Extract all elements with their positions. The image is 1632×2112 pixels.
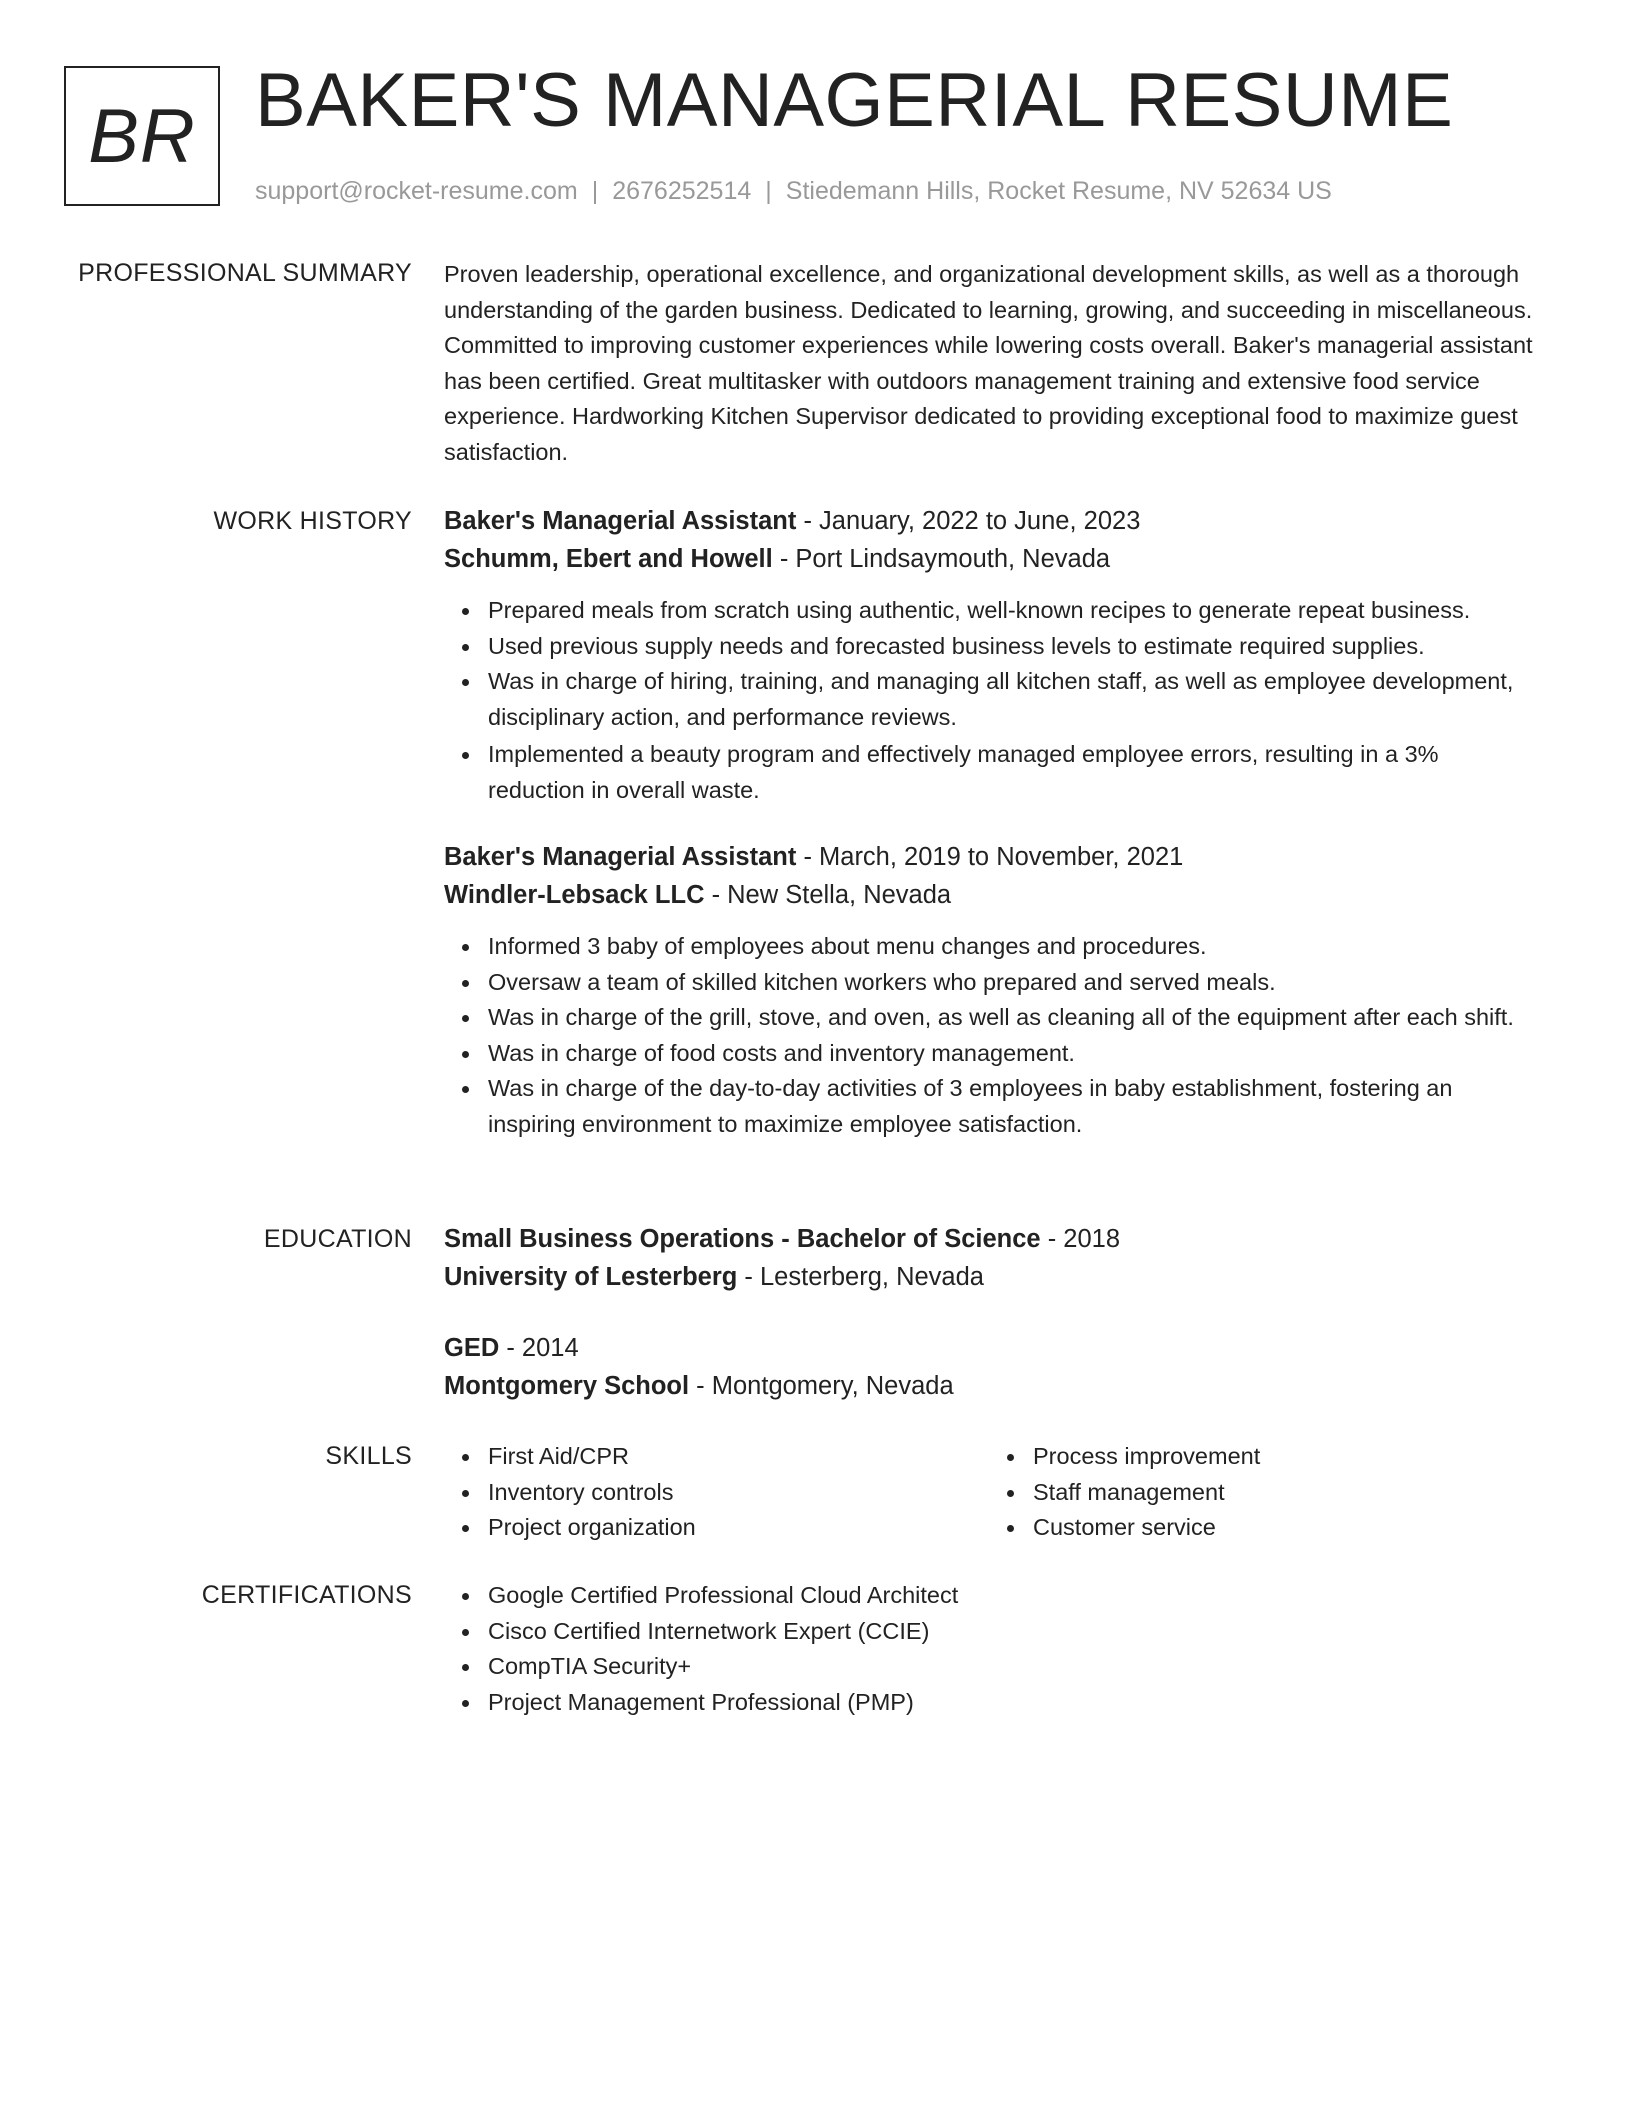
skills-column-right: [989, 1439, 1534, 1546]
monogram-initials: BR: [88, 93, 196, 179]
list-item: Cisco Certified Internetwork Expert (CCIE): [488, 1614, 1534, 1650]
list-item: Implemented a beauty program and effectively managed employee errors, resulting in a 3% reduction in overall waste.: [488, 737, 1534, 808]
job-bullets: [444, 929, 1534, 1142]
list-item: Inventory controls: [488, 1475, 989, 1511]
education-entry: [444, 1220, 1534, 1296]
section-label-certifications: CERTIFICATIONS: [201, 1581, 412, 1609]
education-year: - 2018: [1040, 1225, 1121, 1253]
job-title-line: [444, 838, 1534, 876]
list-item: Was in charge of the grill, stove, and oven, as well as cleaning all of the equipment after each shift.: [488, 1000, 1534, 1036]
list-item: Informed 3 baby of employees about menu changes and procedures.: [488, 929, 1534, 965]
job-title: Baker's Managerial Assistant: [444, 843, 797, 871]
education-location: - Lesterberg, Nevada: [737, 1263, 984, 1291]
job-company: Schumm, Ebert and Howell: [444, 545, 773, 573]
job-company-line: [444, 540, 1534, 578]
skills-columns: [444, 1439, 1534, 1546]
list-item: Process improvement: [1033, 1439, 1534, 1475]
list-item: Prepared meals from scratch using authentic, well-known recipes to generate repeat business.: [488, 593, 1534, 629]
contact-separator: |: [765, 177, 772, 205]
job-location: - Port Lindsaymouth, Nevada: [772, 545, 1111, 573]
education-degree: Small Business Operations - Bachelor of Science: [444, 1225, 1041, 1253]
education-school-line: [444, 1367, 1534, 1405]
education-degree-line: [444, 1220, 1534, 1258]
list-item: Project organization: [488, 1510, 989, 1546]
job-entry: [444, 838, 1534, 1142]
education-year: - 2014: [499, 1334, 579, 1362]
section-label-education: EDUCATION: [263, 1225, 412, 1253]
job-dates: - March, 2019 to November, 2021: [796, 843, 1184, 871]
contact-phone: 2676252514: [612, 177, 752, 205]
list-item: Was in charge of hiring, training, and managing all kitchen staff, as well as employee development, disciplinary action, and performance reviews.: [488, 664, 1534, 735]
job-bullets: [444, 593, 1534, 808]
list-item: First Aid/CPR: [488, 1439, 989, 1475]
certifications-body: [444, 1578, 1534, 1720]
education-school: Montgomery School: [444, 1372, 690, 1400]
work-body: [444, 502, 1534, 1142]
contact-separator: |: [591, 177, 599, 205]
section-label-skills: SKILLS: [325, 1442, 412, 1470]
job-entry: [444, 502, 1534, 808]
job-title-line: [444, 502, 1534, 540]
contact-address: Stiedemann Hills, Rocket Resume, NV 52634 US: [785, 177, 1332, 205]
job-dates: - January, 2022 to June, 2023: [796, 507, 1141, 535]
list-item: Staff management: [1033, 1475, 1534, 1511]
summary-text: Proven leadership, operational excellence, and organizational development skills, as well as a thorough understanding of the garden business. Dedicated to learning, growing, and succeeding in miscellaneous. Committed to improving customer experiences while lowering costs overall. Baker's managerial assistant has been certified. Great multitasker with outdoors management training and extensive food service experience. Hardworking Kitchen Supervisor dedicated to providing exceptional food to maximize guest satisfaction.: [444, 261, 1533, 465]
education-school-line: [444, 1258, 1534, 1296]
monogram-badge: [64, 66, 220, 206]
list-item: Google Certified Professional Cloud Architect: [488, 1578, 1534, 1614]
education-body: [444, 1220, 1534, 1405]
contact-line: [255, 174, 1332, 208]
list-item: Was in charge of food costs and inventory management.: [488, 1036, 1534, 1072]
summary-body: [444, 257, 1534, 470]
list-item: Used previous supply needs and forecasted business levels to estimate required supplies.: [488, 629, 1534, 665]
job-company: Windler-Lebsack LLC: [444, 881, 705, 909]
list-item: CompTIA Security+: [488, 1649, 1534, 1685]
education-school: University of Lesterberg: [444, 1263, 738, 1291]
education-location: - Montgomery, Nevada: [689, 1372, 954, 1400]
certifications-list: [444, 1578, 1534, 1720]
education-entry: [444, 1329, 1534, 1405]
section-label-work: WORK HISTORY: [213, 507, 412, 535]
contact-email: support@rocket-resume.com: [255, 177, 578, 205]
skills-body: [444, 1439, 1534, 1546]
education-degree-line: [444, 1329, 1534, 1367]
skills-list: [444, 1439, 989, 1546]
skills-list: [989, 1439, 1534, 1546]
list-item: Oversaw a team of skilled kitchen workers who prepared and served meals.: [488, 965, 1534, 1001]
skills-column-left: [444, 1439, 989, 1546]
section-label-summary: PROFESSIONAL SUMMARY: [78, 259, 412, 287]
job-title: Baker's Managerial Assistant: [444, 507, 797, 535]
list-item: Project Management Professional (PMP): [488, 1685, 1534, 1721]
job-location: - New Stella, Nevada: [704, 881, 952, 909]
list-item: Was in charge of the day-to-day activities of 3 employees in baby establishment, fostering an inspiring environment to maximize employee satisfaction.: [488, 1071, 1534, 1142]
resume-title: BAKER'S MANAGERIAL RESUME: [255, 58, 1454, 143]
list-item: Customer service: [1033, 1510, 1534, 1546]
job-company-line: [444, 876, 1534, 914]
education-degree: GED: [444, 1334, 500, 1362]
